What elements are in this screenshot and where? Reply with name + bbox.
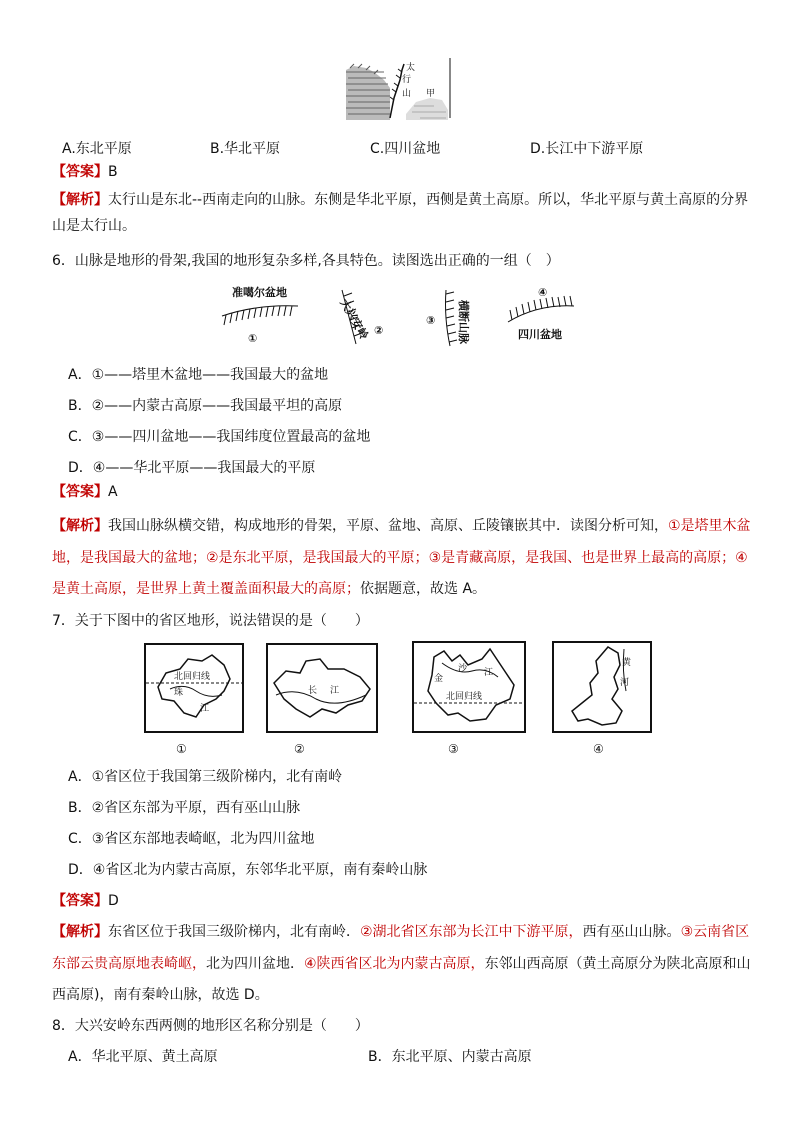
q5-analysis-line-2: 山是太行山。 [52,218,136,234]
q7-analysis-line-1 [52,922,749,942]
analysis-highlight: ④陕西省区北为内蒙古高原， [304,956,485,972]
map-caption-4: ④ [593,742,604,756]
analysis-highlight: ④ [735,550,748,566]
taihang-mountain-figure [344,58,456,120]
q8-stem: 8．大兴安岭东西两侧的地形区名称分别是（ ） [52,1018,369,1034]
analysis-highlight: ②是东北平原，是我国最大的平原； [206,550,429,566]
figure-label-junggar: 准噶尔盆地 [232,286,287,299]
map-label: 江 [484,668,494,678]
map-caption-1: ① [176,742,187,756]
q6-option-b: B．②——内蒙古高原——我国最平坦的高原 [68,398,343,414]
figure-num-1: ① [248,332,258,345]
map-caption-2: ② [294,742,305,756]
q8-option-a: A．华北平原、黄土高原 [68,1049,218,1065]
analysis-text: 我国山脉纵横交错，构成地形的骨架，平原、盆地、高原、丘陵镶嵌其中．读图分析可知， [108,518,668,534]
figure-label-khingan: 大兴安岭 [337,297,371,342]
q5-analysis-line-1 [52,190,748,210]
province-map-1 [144,643,244,733]
analysis-highlight: ①是塔里木盆 [668,518,751,534]
q8-option-b: B．东北平原、内蒙古高原 [368,1049,532,1065]
answer-tag: 【答案】 [52,484,108,500]
q7-stem: 7．关于下图中的省区地形，说法错误的是（ ） [52,613,369,629]
q6-answer [52,482,118,502]
map-label: 金 [434,674,444,684]
province-map-2 [266,643,378,733]
analysis-highlight: ②湖北省区东部为长江中下游平原， [360,924,583,940]
analysis-text: 北为四川盆地． [206,956,304,972]
q6-analysis-line-2 [52,548,748,568]
map-label: 北回归线 [174,672,211,682]
q6-analysis-line-3 [52,579,486,599]
answer-value: D [108,893,119,909]
map-label: 珠 [174,688,184,698]
figure-num-4: ④ [538,286,548,299]
answer-tag: 【答案】 [52,164,108,180]
analysis-tag: 【解析】 [52,924,108,940]
q5-option-a: A.东北平原 [62,141,132,157]
q6-stem: 6．山脉是地形的骨架,我国的地形复杂多样,各具特色。读图选出正确的一组（ ） [52,253,560,269]
map-caption-3: ③ [448,742,459,756]
province-map-3 [412,641,526,733]
answer-value: B [108,164,118,180]
map-label: 长 [308,686,318,696]
q6-analysis-line-1 [52,516,751,536]
analysis-highlight: ③云南省区 [680,924,750,940]
analysis-text: 东省区位于我国三级阶梯内，北有南岭． [108,924,360,940]
analysis-tag: 【解析】 [52,518,108,534]
analysis-highlight: 是黄土高原，是世界上黄土覆盖面积最大的高原； [52,581,360,597]
map-label: 黄 [622,658,632,668]
figure-label-tai: 太 [406,63,416,73]
analysis-highlight: ③是青藏高原，是我国、也是世界上最高的高原； [428,550,736,566]
map-label: 北回归线 [446,692,483,702]
q7-analysis-line-3: 西高原)，南有秦岭山脉，故选 D。 [52,987,269,1003]
analysis-text: 西有巫山山脉。 [582,924,681,940]
q6-option-d: D．④——华北平原——我国最大的平原 [68,460,316,476]
figure-label-hang: 行 [402,75,412,85]
map-label: 江 [330,686,340,696]
figure-num-3: ③ [426,314,436,327]
q5-option-d: D.长江中下游平原 [530,141,644,157]
q5-answer [52,162,118,182]
answer-tag: 【答案】 [52,893,108,909]
q7-option-d: D．④省区北为内蒙古高原，东邻华北平原，南有秦岭山脉 [68,862,428,878]
province-map-4 [552,641,652,733]
q7-answer [52,891,119,911]
figure-num-2: ② [374,324,384,337]
figure-label-shan: 山 [402,89,412,99]
answer-value: A [108,484,118,500]
analysis-highlight: 东部云贵高原地表崎岖， [52,956,206,972]
figure-label-hengduan: 横断山脉 [457,300,470,344]
q5-option-c: C.四川盆地 [370,141,441,157]
analysis-tag: 【解析】 [52,192,108,208]
q7-option-b: B．②省区东部为平原，西有巫山山脉 [68,800,301,816]
q6-option-a: A．①——塔里木盆地——我国最大的盆地 [68,367,329,383]
q6-option-c: C．③——四川盆地——我国纬度位置最高的盆地 [68,429,371,445]
analysis-text: 太行山是东北--西南走向的山脉。东侧是华北平原，西侧是黄土高原。所以，华北平原与黄土高原的分界 [108,192,749,208]
figure-label-jia: 甲 [426,89,436,99]
analysis-highlight: 地，是我国最大的盆地； [52,550,206,566]
figure-label-sichuan: 四川盆地 [518,328,562,341]
map-label: 江 [200,704,210,714]
q5-option-b: B.华北平原 [210,141,281,157]
map-label: 河 [620,678,630,688]
q7-option-c: C．③省区东部地表崎岖，北为四川盆地 [68,831,315,847]
q7-analysis-line-2 [52,954,751,974]
analysis-text: 依据题意，故选 A。 [360,581,487,597]
q7-option-a: A．①省区位于我国第三级阶梯内，北有南岭 [68,769,343,785]
mountain-ranges-figure [218,282,578,352]
map-label: 沙 [458,664,468,674]
analysis-text: 东邻山西高原（黄土高原分为陕北高原和山 [484,956,751,972]
